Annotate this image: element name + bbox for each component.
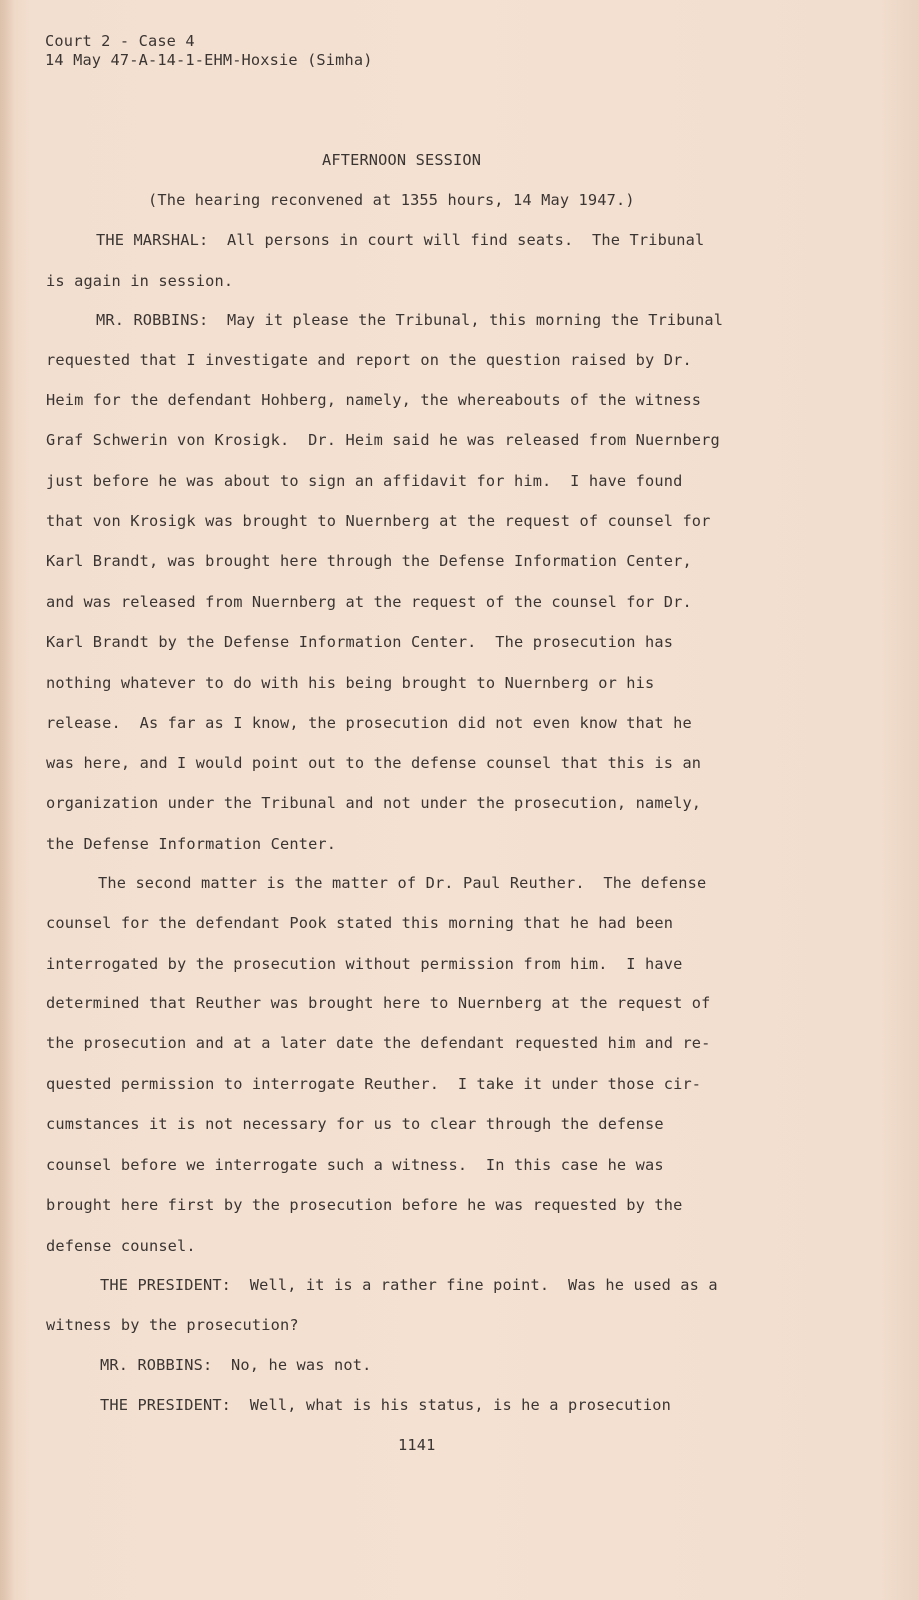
body-line: defense counsel. bbox=[46, 1237, 196, 1255]
body-line: and was released from Nuernberg at the request of the counsel for Dr. bbox=[46, 593, 692, 611]
body-line: Graf Schwerin von Krosigk. Dr. Heim said he was released from Nuernberg bbox=[46, 431, 720, 449]
body-line: the prosecution and at a later date the defendant requested him and re- bbox=[46, 1034, 711, 1052]
body-line: Karl Brandt, was brought here through the Defense Information Center, bbox=[46, 552, 692, 570]
body-line: was here, and I would point out to the defense counsel that this is an bbox=[46, 754, 702, 772]
body-line: counsel for the defendant Pook stated this morning that he had been bbox=[46, 914, 674, 932]
body-line: counsel before we interrogate such a witness. In this case he was bbox=[46, 1156, 664, 1174]
body-line: THE PRESIDENT: Well, what is his status, is he a prosecution bbox=[100, 1396, 671, 1414]
body-line: is again in session. bbox=[46, 272, 234, 290]
body-line: (The hearing reconvened at 1355 hours, 14 May 1947.) bbox=[148, 191, 635, 209]
body-line: release. As far as I know, the prosecution did not even know that he bbox=[46, 714, 692, 732]
body-line: MR. ROBBINS: No, he was not. bbox=[100, 1356, 372, 1374]
body-line: nothing whatever to do with his being brought to Nuernberg or his bbox=[46, 674, 655, 692]
body-line: Heim for the defendant Hohberg, namely, the whereabouts of the witness bbox=[46, 391, 702, 409]
body-line: interrogated by the prosecution without permission from him. I have bbox=[46, 955, 683, 973]
body-line: MR. ROBBINS: May it please the Tribunal, this morning the Tribunal bbox=[96, 311, 724, 329]
body-line: requested that I investigate and report on the question raised by Dr. bbox=[46, 351, 692, 369]
body-line: determined that Reuther was brought here to Nuernberg at the request of bbox=[46, 994, 711, 1012]
body-line: that von Krosigk was brought to Nuernberg at the request of counsel for bbox=[46, 512, 711, 530]
body-line: the Defense Information Center. bbox=[46, 835, 337, 853]
body-line: Karl Brandt by the Defense Information Center. The prosecution has bbox=[46, 633, 674, 651]
body-line: just before he was about to sign an affidavit for him. I have found bbox=[46, 472, 683, 490]
paper-edge-shadow bbox=[0, 0, 14, 1600]
header-date-line: 14 May 47-A-14-1-EHM-Hoxsie (Simha) bbox=[45, 51, 373, 69]
body-line: brought here first by the prosecution before he was requested by the bbox=[46, 1196, 683, 1214]
body-line: THE MARSHAL: All persons in court will find seats. The Tribunal bbox=[96, 231, 705, 249]
session-title: AFTERNOON SESSION bbox=[322, 151, 482, 169]
body-line: organization under the Tribunal and not under the prosecution, namely, bbox=[46, 794, 702, 812]
body-line: THE PRESIDENT: Well, it is a rather fine point. Was he used as a bbox=[100, 1276, 718, 1294]
header-case-line: Court 2 - Case 4 bbox=[45, 32, 195, 50]
body-line: quested permission to interrogate Reuther. I take it under those cir- bbox=[46, 1075, 702, 1093]
page-number: 1141 bbox=[398, 1436, 436, 1454]
body-line: The second matter is the matter of Dr. Paul Reuther. The defense bbox=[98, 874, 707, 892]
body-line: witness by the prosecution? bbox=[46, 1316, 299, 1334]
body-line: cumstances it is not necessary for us to clear through the defense bbox=[46, 1115, 664, 1133]
